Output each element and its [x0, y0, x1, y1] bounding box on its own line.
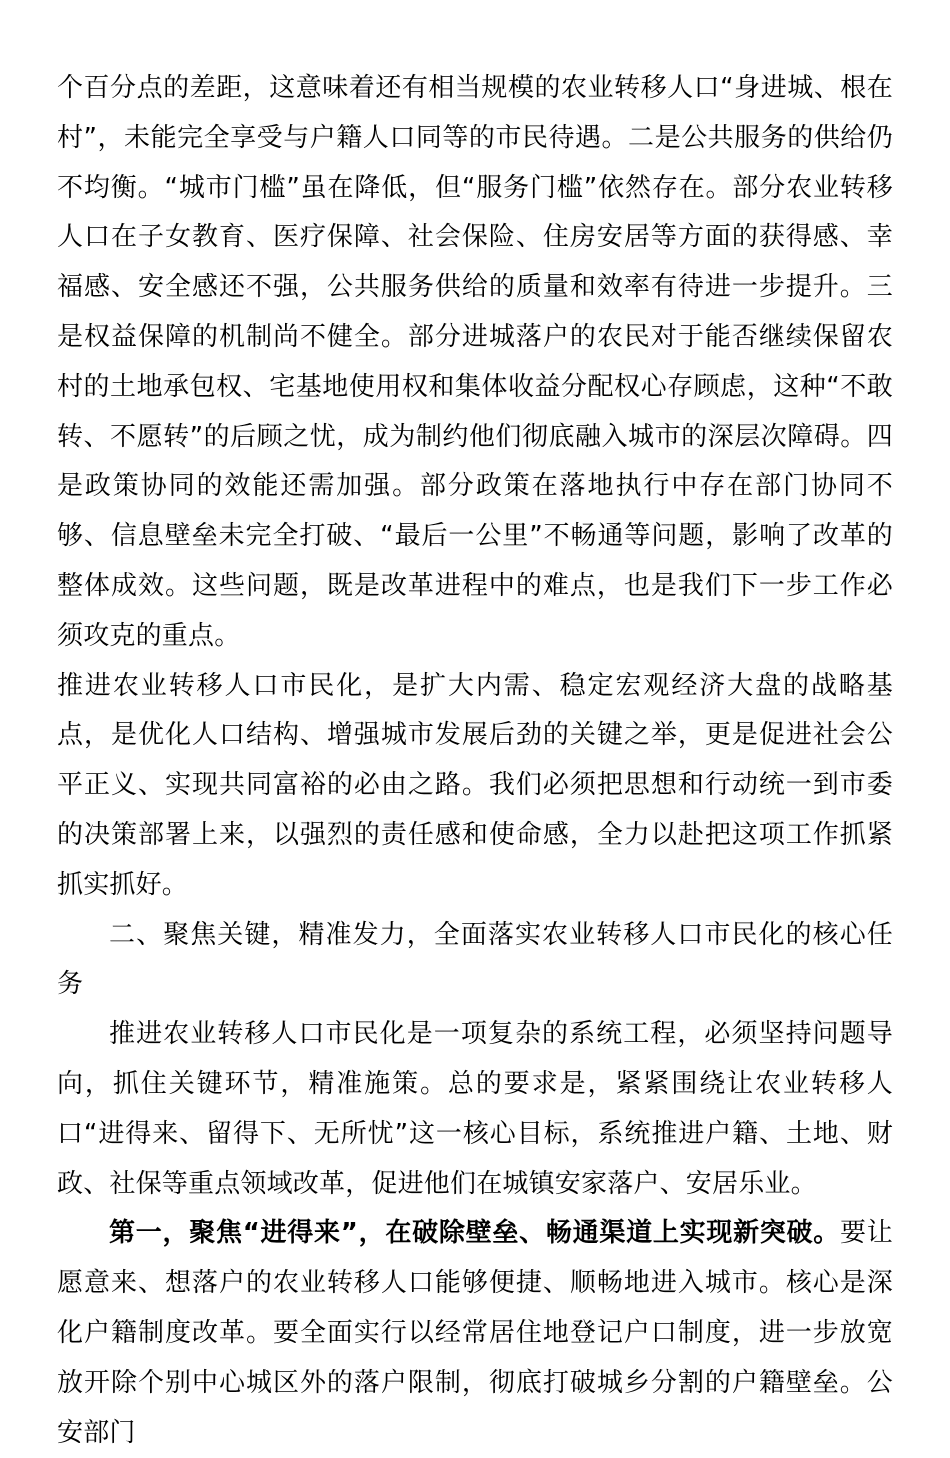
first-task-lead: 第一，聚焦“进得来”，在破除壁垒、畅通渠道上实现新突破。 [109, 1218, 841, 1249]
paragraph-significance: 推进农业转移人口市民化，是扩大内需、稳定宏观经济大盘的战略基点，是优化人口结构、增强城市发展后劲的关键之举，更是促进社会公平正义、实现共同富裕的必由之路。我们必须把思想和行动统一到市委的决策部署上来，以强烈的责任感和使命感，全力以赴把这项工作抓紧抓实抓好。 [57, 670, 893, 900]
section-heading: 二、聚焦关键，精准发力，全面落实农业转移人口市民化的核心任务 [57, 919, 893, 1000]
paragraph-first-task [57, 1209, 893, 1458]
document-body [57, 64, 893, 1458]
paragraph-problems: 个百分点的差距，这意味着还有相当规模的农业转移人口“身进城、根在村”，未能完全享受与户籍人口同等的市民待遇。二是公共服务的供给仍不均衡。“城市门槛”虽在降低，但“服务门槛”依然存在。部分农业转移人口在子女教育、医疗保障、社会保险、住房安居等方面的获得感、幸福感、安全感还不强，公共服务供给的质量和效率有待进一步提升。三是权益保障的机制尚不健全。部分进城落户的农民对于能否继续保留农村的土地承包权、宅基地使用权和集体收益分配权心存顾虑，这种“不敢转、不愿转”的后顾之忧，成为制约他们彻底融入城市的深层次障碍。四是政策协同的效能还需加强。部分政策在落地执行中存在部门协同不够、信息壁垒未完全打破、“最后一公里”不畅通等问题，影响了改革的整体成效。这些问题，既是改革进程中的难点，也是我们下一步工作必须攻克的重点。 [57, 73, 893, 651]
paragraph-overview: 推进农业转移人口市民化是一项复杂的系统工程，必须坚持问题导向，抓住关键环节，精准施策。总的要求是，紧紧围绕让农业转移人口“进得来、留得下、无所忧”这一核心目标，系统推进户籍、土地、财政、社保等重点领域改革，促进他们在城镇安家落户、安居乐业。 [57, 1019, 893, 1199]
first-task-body: 要让愿意来、想落户的农业转移人口能够便捷、顺畅地进入城市。核心是深化户籍制度改革。要全面实行以经常居住地登记户口制度，进一步放宽放开除个别中心城区外的落户限制，彻底打破城乡分割的户籍壁垒。公安部门 [57, 1218, 893, 1448]
